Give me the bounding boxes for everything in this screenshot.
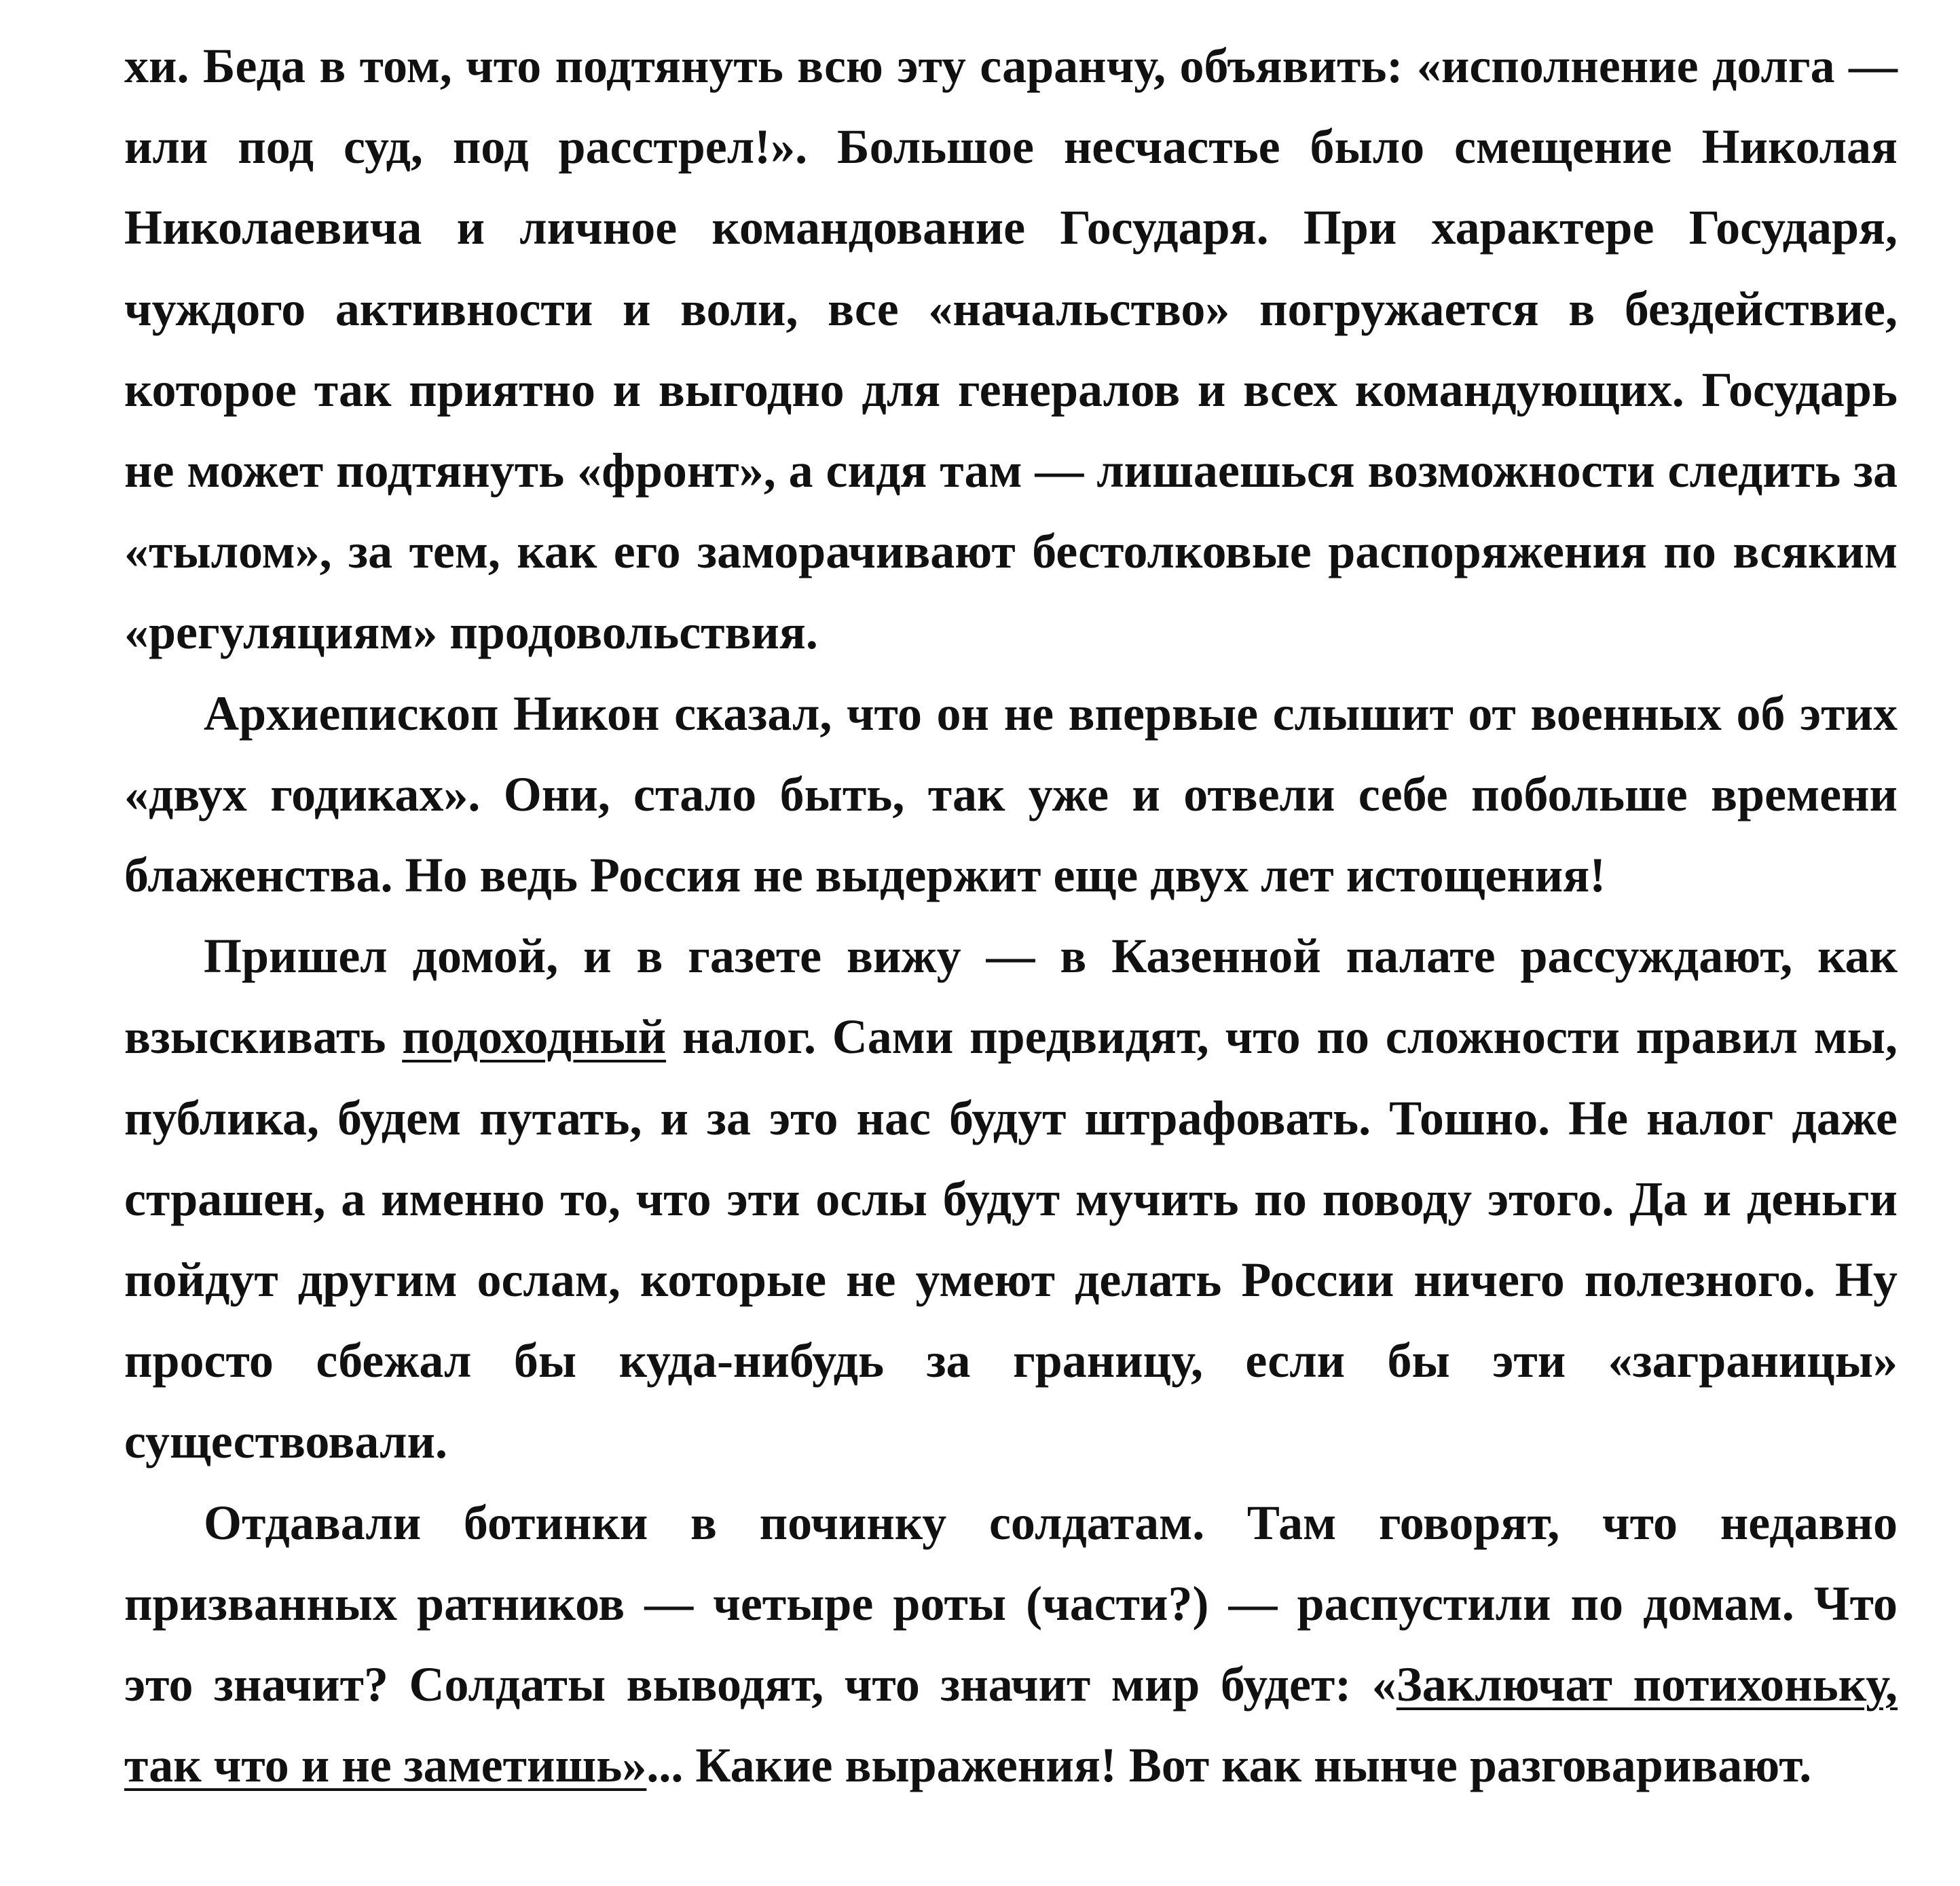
paragraph-4 — [124, 1483, 1898, 1807]
paragraph-4-text-start: Отдавали ботинки в починку солдатам. Там говорят, что недавно призванных ратников — четыре роты (части?) — распустили по домам. Что это значит? Солдаты выводят, что значит мир будет: « — [124, 1495, 1898, 1712]
paragraph-1-text: хи. Беда в том, что подтянуть всю эту саранчу, объявить: «исполнение долга — или под суд, под расстрел!». Большое несчастье было смещение Николая Николаевича и личное командование Государя. При характере Государя, чуждого активности и воли, все «начальство» погружается в бездействие, которое так приятно и выгодно для генералов и всех командующих. Государь не может подтянуть «фронт», а сидя там — лишаешься возможности следить за «тылом», за тем, как его заморачивают бестолковые распоряжения по всяким «регуляциям» продовольствия. — [124, 39, 1898, 660]
paragraph-3 — [124, 916, 1898, 1482]
paragraph-3-text-start: Пришел домой, и в газете вижу — в Казенной палате рассуждают, как взыскивать — [124, 929, 1898, 1065]
paragraph-2-text: Архиепископ Никон сказал, что он не впервые слышит от военных об этих «двух годиках». Они, стало быть, так уже и отвели себе побольше времени блаженства. Но ведь Россия не выдержит еще двух лет истощения! — [124, 686, 1898, 903]
paragraph-1 — [124, 26, 1898, 673]
underlined-quote: Заключат потихоньку, так что и не заметишь» — [124, 1657, 1898, 1793]
book-page — [124, 26, 1898, 1806]
paragraph-2 — [124, 673, 1898, 917]
paragraph-3-text-end: налог. Сами предвидят, что по сложности правил мы, публика, будем путать, и за это нас будут штрафовать. Тошно. Не налог даже страшен, а именно то, что эти ослы будут мучить по поводу этого. Да и деньги пойдут другим ослам, которые не умеют делать России ничего полезного. Ну просто сбежал бы куда-нибудь за границу, если бы эти «заграницы» существовали. — [124, 1010, 1898, 1469]
paragraph-4-text-end: ... Какие выражения! Вот как нынче разговаривают. — [646, 1738, 1812, 1793]
underlined-word: подоходный — [402, 1010, 667, 1065]
